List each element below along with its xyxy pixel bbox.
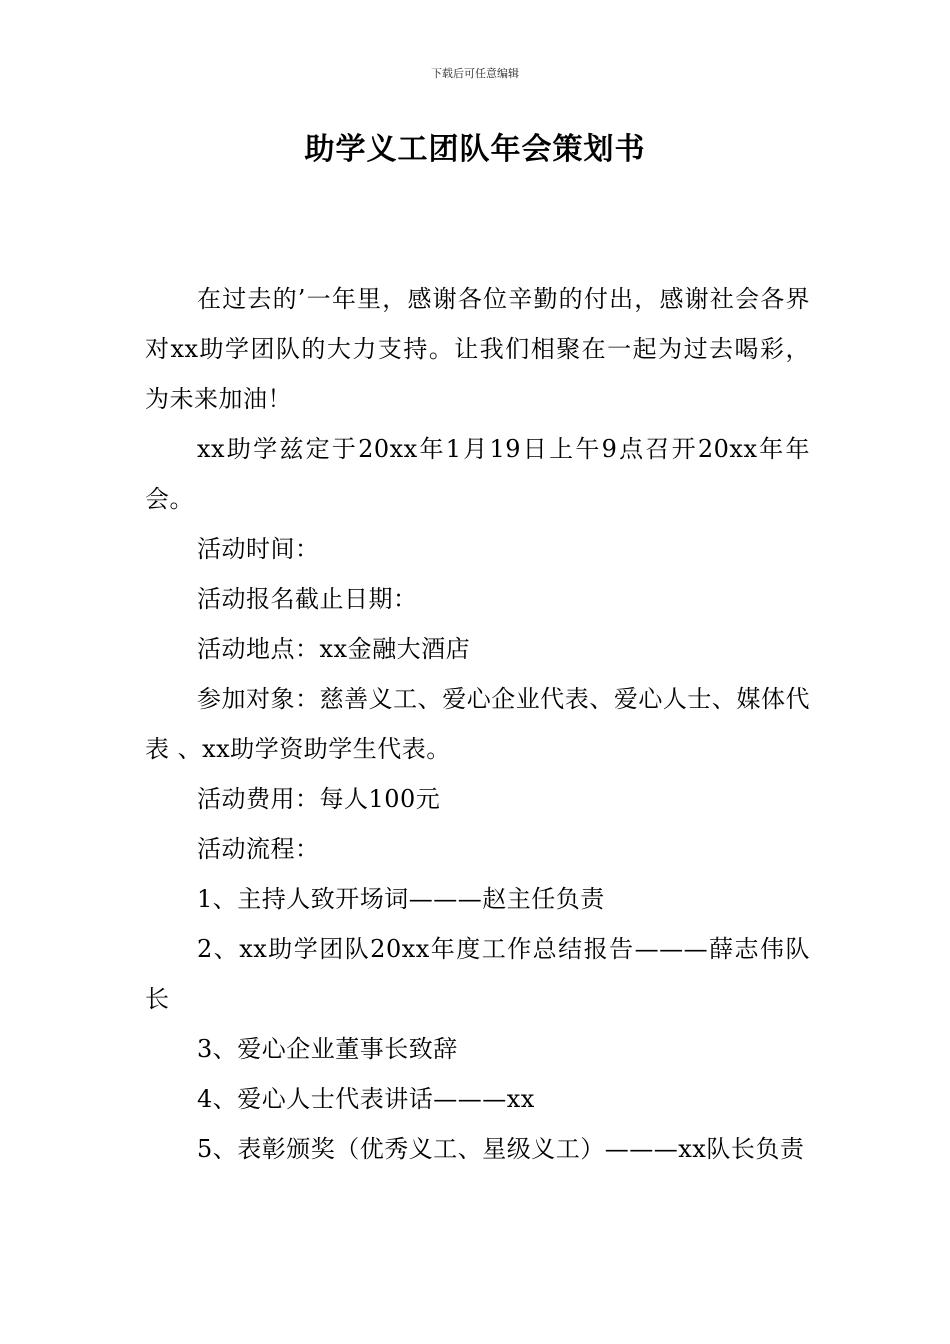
agenda-item-2: 2、xx助学团队20xx年度工作总结报告———薛志伟队长 — [145, 935, 810, 1013]
paragraph-agenda-heading: 活动流程： — [197, 835, 320, 863]
document-body — [145, 274, 810, 1174]
document-title: 助学义工团队年会策划书 — [304, 132, 646, 167]
agenda-item-5: 5、表彰颁奖（优秀义工、星级义工）———xx队长负责 — [197, 1135, 805, 1163]
agenda-item-3: 3、爱心企业董事长致辞 — [197, 1035, 458, 1063]
paragraph-fee: 活动费用：每人100元 — [197, 785, 441, 813]
paragraph-intro: 在过去的’一年里，感谢各位辛勤的付出，感谢社会各界对xx助学团队的大力支持。让我们相聚在一起为过去喝彩，为未来加油！ — [145, 285, 810, 413]
agenda-item-4: 4、爱心人士代表讲话———xx — [197, 1085, 535, 1113]
paragraph-activity-time: 活动时间： — [197, 535, 320, 563]
paragraph-venue: 活动地点：xx金融大酒店 — [197, 635, 471, 663]
header-note: 下载后可任意编辑 — [431, 67, 519, 80]
agenda-item-1: 1、主持人致开场词———赵主任负责 — [197, 885, 605, 913]
paragraph-registration-deadline: 活动报名截止日期： — [197, 585, 418, 613]
paragraph-announcement: xx助学兹定于20xx年1月19日上午9点召开20xx年年会。 — [145, 435, 810, 513]
paragraph-participants: 参加对象：慈善义工、爱心企业代表、爱心人士、媒体代表 、xx助学资助学生代表。 — [145, 685, 810, 763]
